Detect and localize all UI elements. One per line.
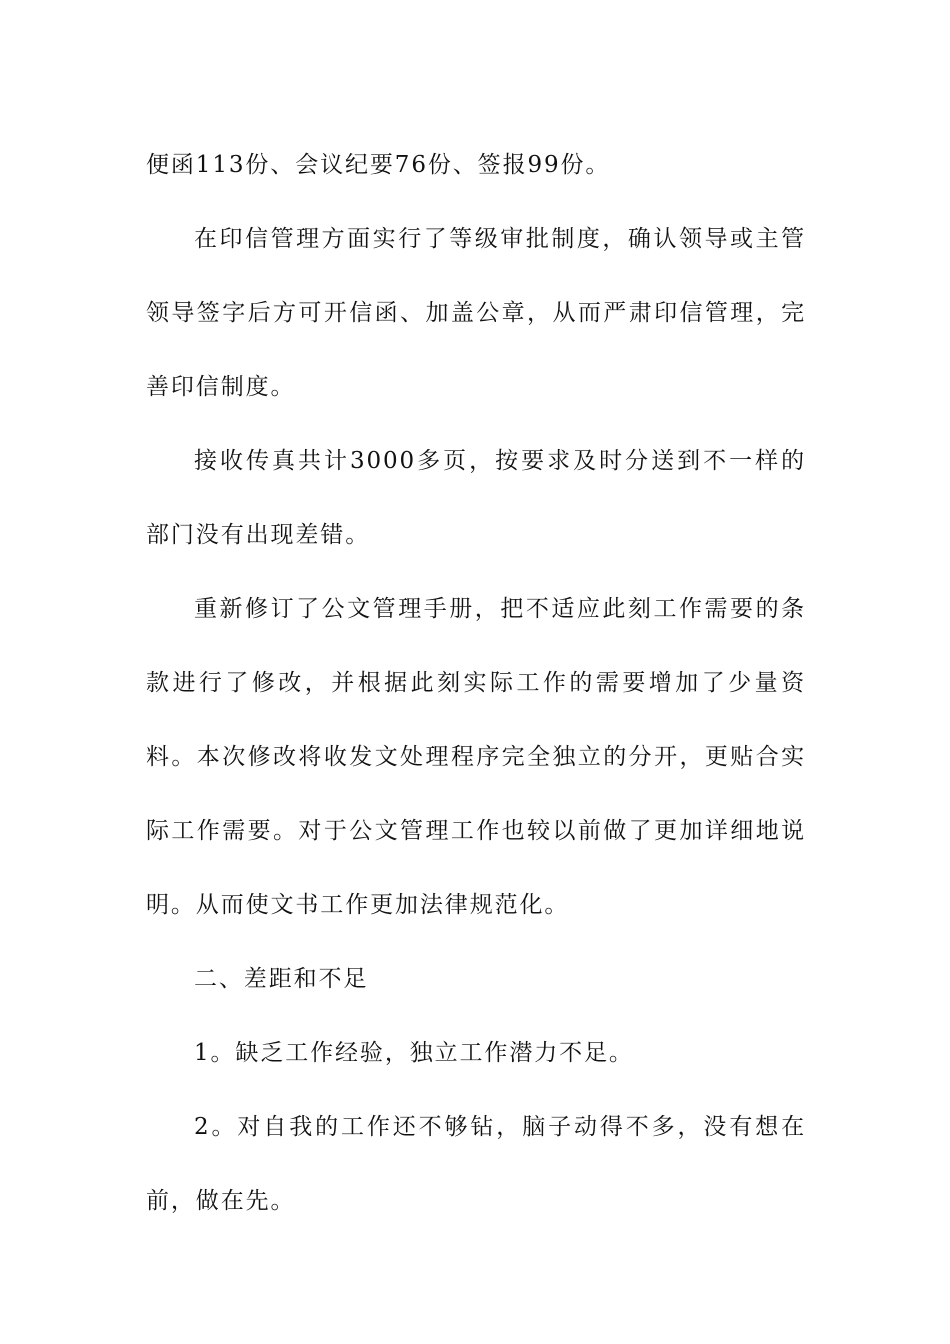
paragraph-3: 接收传真共计3000多页，按要求及时分送到不一样的部门没有出现差错。 bbox=[146, 448, 806, 548]
section-heading: 二、差距和不足 bbox=[194, 966, 369, 992]
paragraph-4: 重新修订了公文管理手册，把不适应此刻工作需要的条款进行了修改，并根据此刻实际工作的需要增加了少量资料。本次修改将收发文处理程序完全独立的分开，更贴合实际工作需要。对于公文管理工作也较以前做了更加详细地说明。从而使文书工作更加法律规范化。 bbox=[146, 596, 806, 918]
list-item-2: 2。对自我的工作还不够钻，脑子动得不多，没有想在前，做在先。 bbox=[146, 1114, 806, 1214]
paragraph-1: 便函113份、会议纪要76份、签报99份。 bbox=[146, 152, 611, 178]
list-item-1: 1。缺乏工作经验，独立工作潜力不足。 bbox=[194, 1040, 634, 1066]
paragraph-2: 在印信管理方面实行了等级审批制度，确认领导或主管领导签字后方可开信函、加盖公章，从而严肃印信管理，完善印信制度。 bbox=[146, 226, 806, 400]
document-body bbox=[146, 128, 806, 1238]
